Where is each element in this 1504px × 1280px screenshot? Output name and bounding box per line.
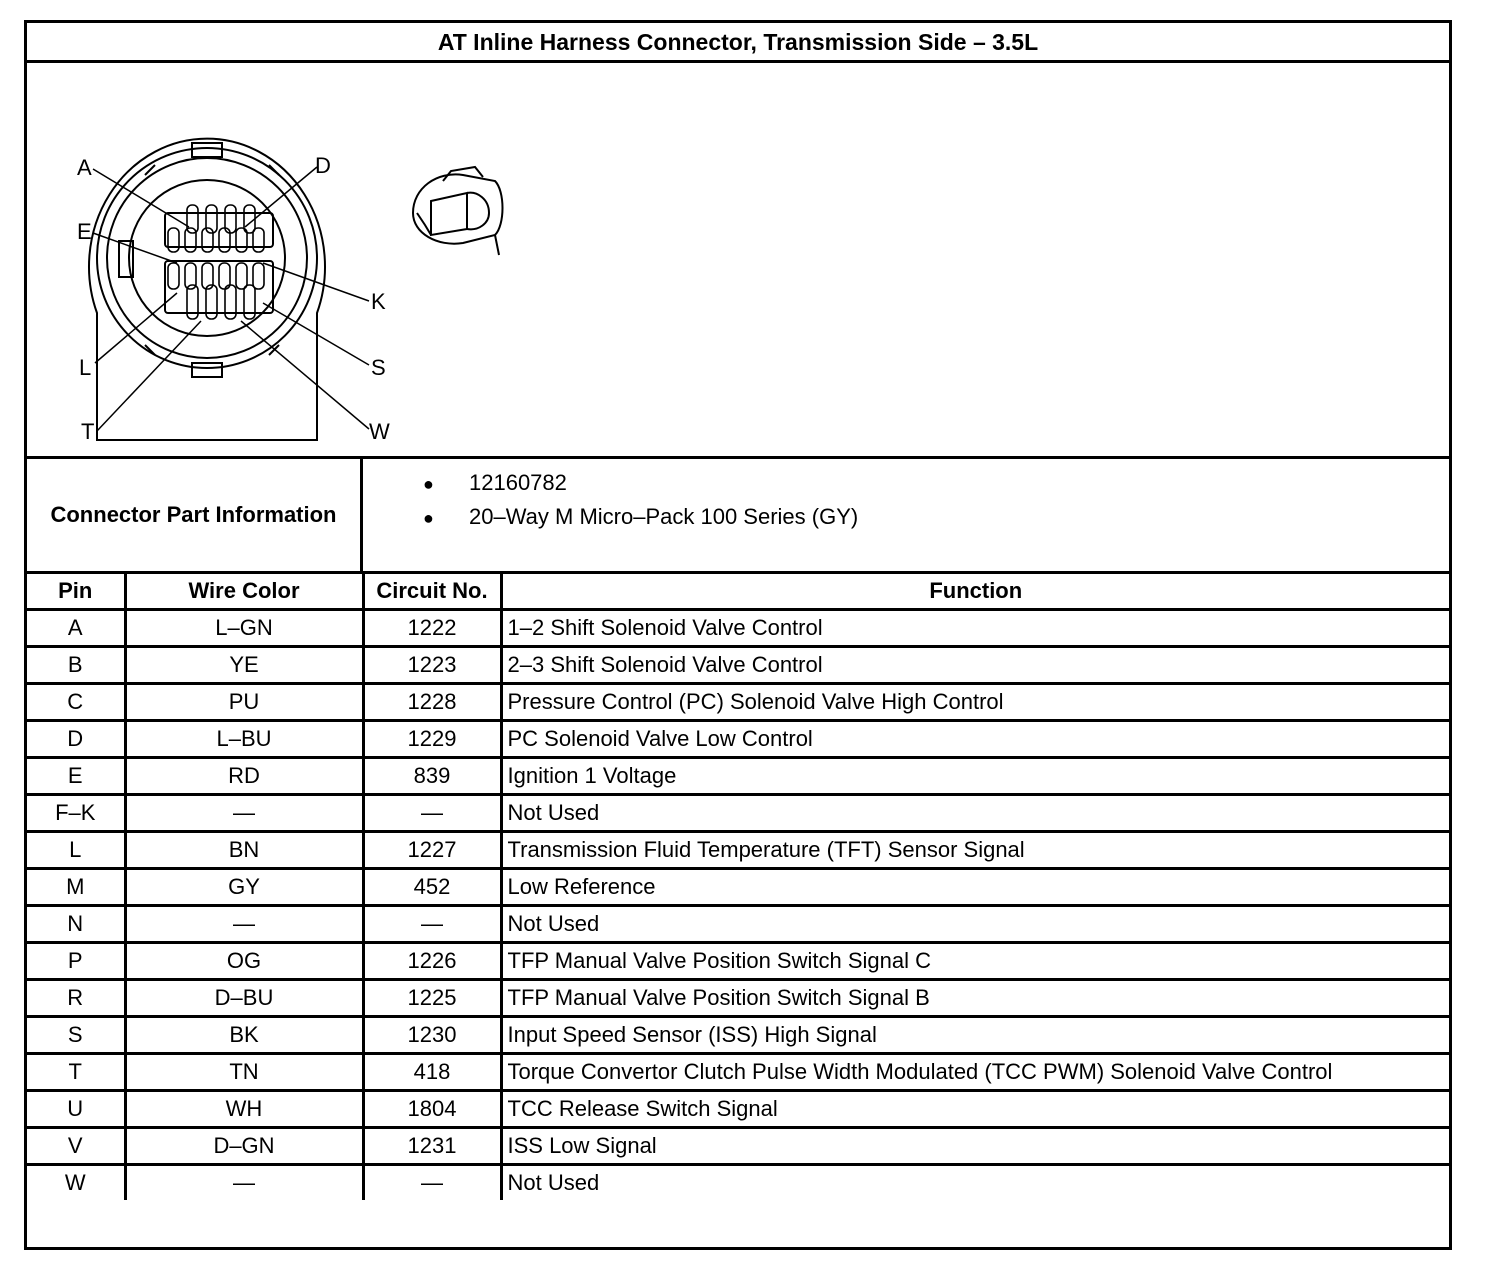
function-cell: 1–2 Shift Solenoid Valve Control <box>501 610 1449 647</box>
pin-cell: D <box>27 721 125 758</box>
wire-color-cell: L–GN <box>125 610 363 647</box>
pin-cell: L <box>27 832 125 869</box>
table-header-row <box>27 574 1449 610</box>
function-cell: Not Used <box>501 795 1449 832</box>
wire-color-cell: — <box>125 795 363 832</box>
table-row <box>27 906 1449 943</box>
pin-cell: U <box>27 1091 125 1128</box>
pin-cell: B <box>27 647 125 684</box>
connector-face-diagram <box>27 63 1449 456</box>
pin-cavity <box>253 263 264 289</box>
pin-cavity <box>236 263 247 289</box>
table-row <box>27 1128 1449 1165</box>
page-title: AT Inline Harness Connector, Transmission Side – 3.5L <box>27 23 1449 63</box>
table-row <box>27 684 1449 721</box>
circuit-cell: 1804 <box>363 1091 501 1128</box>
wire-color-cell: PU <box>125 684 363 721</box>
part-number: 12160782 <box>469 470 567 495</box>
table-row <box>27 832 1449 869</box>
wire-color-cell: — <box>125 1165 363 1201</box>
pin-cell: T <box>27 1054 125 1091</box>
function-cell: Not Used <box>501 1165 1449 1201</box>
pin-cell: R <box>27 980 125 1017</box>
pin-label-l: L <box>79 355 92 380</box>
header-circuit-no: Circuit No. <box>363 574 501 610</box>
pin-cell: E <box>27 758 125 795</box>
wire-color-cell: — <box>125 906 363 943</box>
connector-figure <box>27 63 1449 456</box>
header-function: Function <box>501 574 1449 610</box>
circuit-cell: 1228 <box>363 684 501 721</box>
function-cell: PC Solenoid Valve Low Control <box>501 721 1449 758</box>
table-row <box>27 758 1449 795</box>
table-row <box>27 1054 1449 1091</box>
circuit-cell: 452 <box>363 869 501 906</box>
circuit-cell: 1231 <box>363 1128 501 1165</box>
pin-cell: N <box>27 906 125 943</box>
pin-cell: P <box>27 943 125 980</box>
function-cell: Not Used <box>501 906 1449 943</box>
circuit-cell: — <box>363 1165 501 1201</box>
table-row <box>27 795 1449 832</box>
wire-color-cell: D–BU <box>125 980 363 1017</box>
table-row <box>27 610 1449 647</box>
wire-color-cell: BN <box>125 832 363 869</box>
pin-label-e: E <box>77 219 92 244</box>
wire-color-cell: BK <box>125 1017 363 1054</box>
circuit-cell: 1226 <box>363 943 501 980</box>
pin-cell: V <box>27 1128 125 1165</box>
pin-cell: A <box>27 610 125 647</box>
circuit-cell: 839 <box>363 758 501 795</box>
table-row <box>27 721 1449 758</box>
pin-cell: M <box>27 869 125 906</box>
part-number-item <box>423 469 567 497</box>
wire-color-cell: GY <box>125 869 363 906</box>
bullet-icon: ● <box>423 474 434 494</box>
wire-color-cell: OG <box>125 943 363 980</box>
pin-cavity <box>168 228 179 252</box>
connector-part-info-label: Connector Part Information <box>27 459 363 571</box>
connector-type-item <box>423 503 858 531</box>
pin-label-d: D <box>315 153 331 178</box>
function-cell: Low Reference <box>501 869 1449 906</box>
connector-part-info <box>27 456 1449 574</box>
pin-cell: W <box>27 1165 125 1201</box>
table-row <box>27 943 1449 980</box>
pin-cavity <box>168 263 179 289</box>
pin-cell: C <box>27 684 125 721</box>
circuit-cell: — <box>363 906 501 943</box>
function-cell: Pressure Control (PC) Solenoid Valve High Control <box>501 684 1449 721</box>
connector-sheet <box>24 20 1452 1250</box>
pin-cavity <box>253 228 264 252</box>
circuit-cell: 1225 <box>363 980 501 1017</box>
function-cell: Ignition 1 Voltage <box>501 758 1449 795</box>
circuit-cell: 1227 <box>363 832 501 869</box>
circuit-cell: — <box>363 795 501 832</box>
function-cell: TFP Manual Valve Position Switch Signal B <box>501 980 1449 1017</box>
pin-label-s: S <box>371 355 386 380</box>
header-pin: Pin <box>27 574 125 610</box>
wire-color-cell: RD <box>125 758 363 795</box>
circuit-cell: 1223 <box>363 647 501 684</box>
bullet-icon: ● <box>423 508 434 528</box>
pin-cavity <box>185 228 196 252</box>
table-row <box>27 1091 1449 1128</box>
circuit-cell: 1230 <box>363 1017 501 1054</box>
wire-color-cell: L–BU <box>125 721 363 758</box>
pin-label-t: T <box>81 419 95 444</box>
function-cell: Transmission Fluid Temperature (TFT) Sensor Signal <box>501 832 1449 869</box>
pin-cell: F–K <box>27 795 125 832</box>
table-row <box>27 869 1449 906</box>
table-row <box>27 980 1449 1017</box>
function-cell: ISS Low Signal <box>501 1128 1449 1165</box>
function-cell: Torque Convertor Clutch Pulse Width Modulated (TCC PWM) Solenoid Valve Control <box>501 1054 1449 1091</box>
wire-color-cell: YE <box>125 647 363 684</box>
table-row <box>27 647 1449 684</box>
pin-cell: S <box>27 1017 125 1054</box>
function-cell: TCC Release Switch Signal <box>501 1091 1449 1128</box>
connector-type: 20–Way M Micro–Pack 100 Series (GY) <box>469 504 859 529</box>
wire-color-cell: TN <box>125 1054 363 1091</box>
pinout-table <box>27 574 1449 1200</box>
connector-part-info-list <box>363 459 1449 571</box>
pin-label-k: K <box>371 289 386 314</box>
table-row <box>27 1017 1449 1054</box>
circuit-cell: 418 <box>363 1054 501 1091</box>
wire-color-cell: WH <box>125 1091 363 1128</box>
function-cell: TFP Manual Valve Position Switch Signal C <box>501 943 1449 980</box>
wire-color-cell: D–GN <box>125 1128 363 1165</box>
header-wire-color: Wire Color <box>125 574 363 610</box>
pin-label-a: A <box>77 155 92 180</box>
circuit-cell: 1222 <box>363 610 501 647</box>
table-row <box>27 1165 1449 1201</box>
circuit-cell: 1229 <box>363 721 501 758</box>
function-cell: 2–3 Shift Solenoid Valve Control <box>501 647 1449 684</box>
function-cell: Input Speed Sensor (ISS) High Signal <box>501 1017 1449 1054</box>
pin-cavity <box>219 228 230 252</box>
pin-label-w: W <box>369 419 390 444</box>
